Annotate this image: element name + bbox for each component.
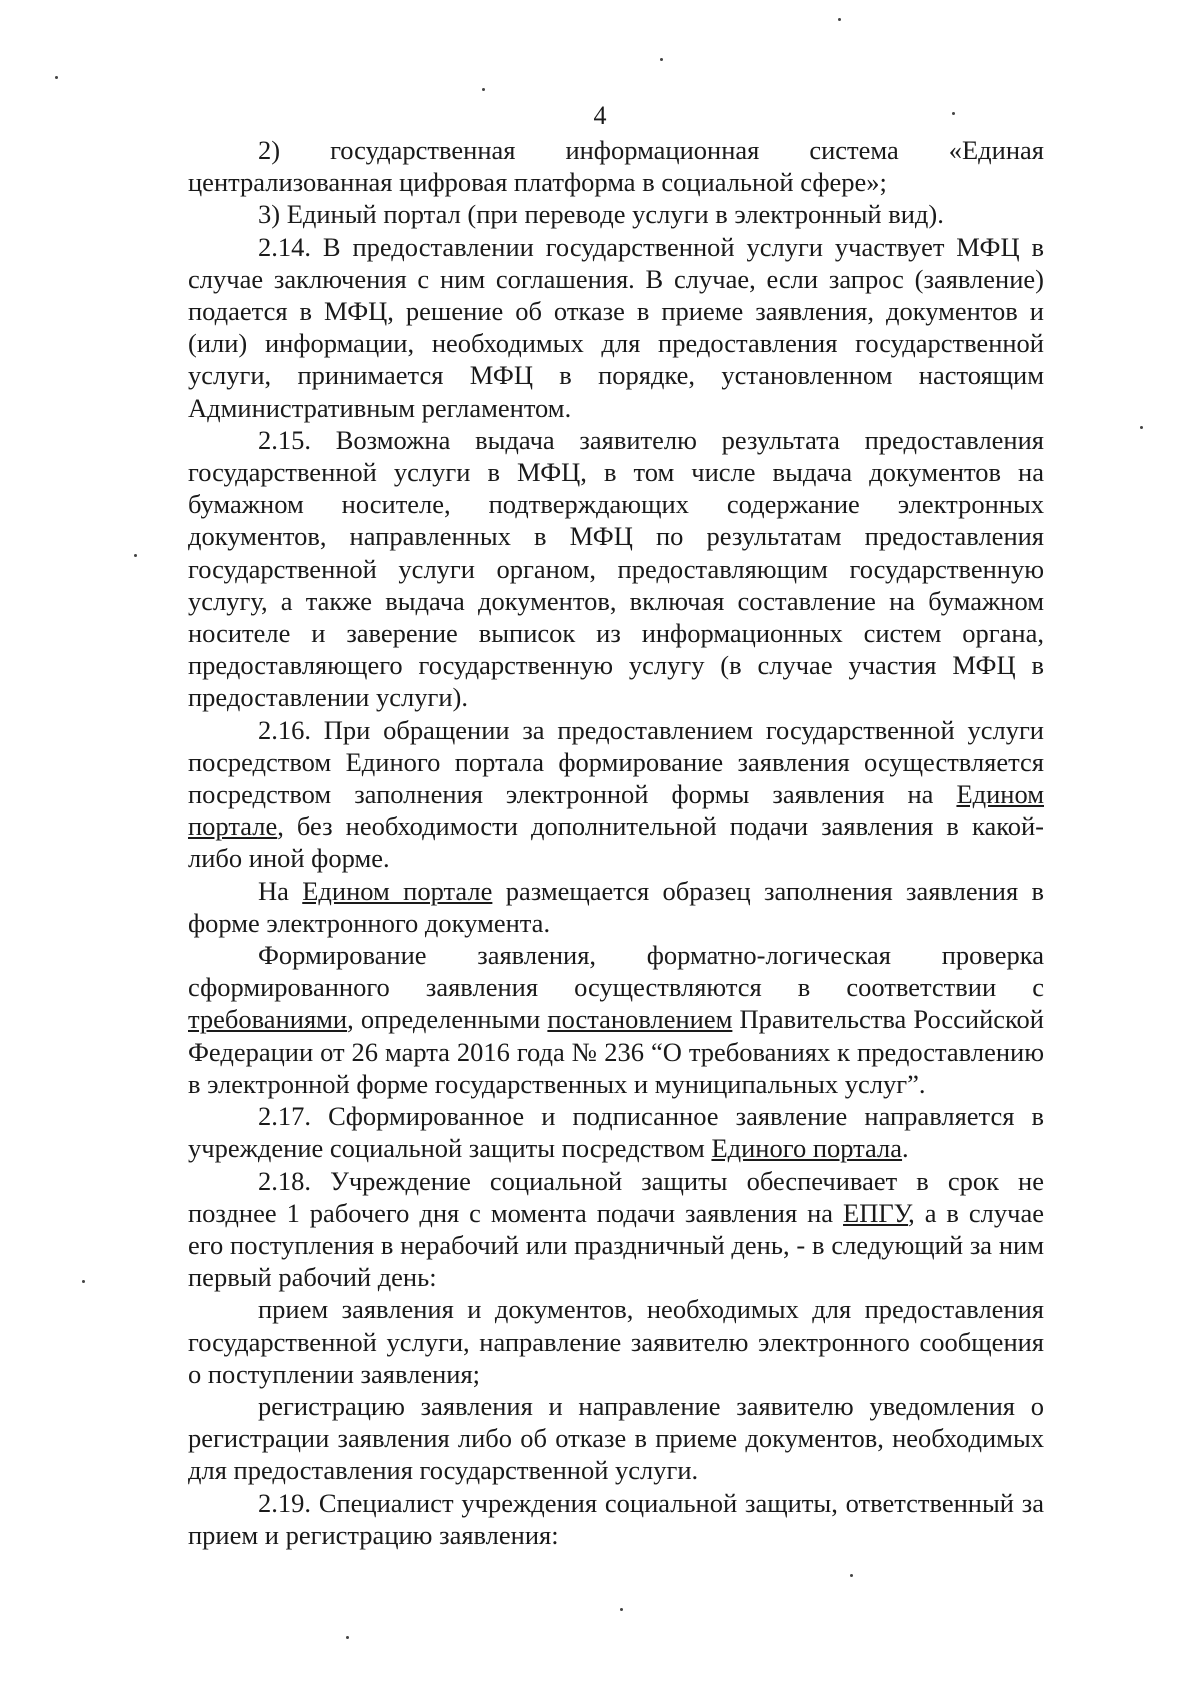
item-3: 3) Единый портал (при переводе услуги в электронный вид).	[258, 199, 944, 230]
paragraph-2-16	[188, 714, 1044, 875]
paragraph-2-16-formation-text-2: , определенными	[347, 1004, 548, 1035]
scan-speck	[55, 76, 58, 79]
paragraph-2-18-item-b: регистрацию заявления и направление заявителю уведомления о регистрации заявления либо об отказе в приеме документов, необходимых для предоставления государственной услуги.	[188, 1390, 1044, 1486]
page-number: 4	[593, 101, 607, 130]
unified-portal-link[interactable]: Едином портале	[188, 779, 1044, 842]
scan-speck	[850, 1574, 853, 1577]
item-2-number: 2)	[258, 135, 281, 165]
item-2-word-3: система	[809, 135, 899, 165]
item-2-word-2: информационная	[565, 135, 760, 165]
resolution-link[interactable]: постановлением	[547, 1004, 733, 1035]
paragraph-2-16-formation	[188, 939, 1044, 1100]
item-2-continuation: централизованная цифровая платформа в социальной сфере»;	[188, 167, 887, 198]
paragraph-2-17-text-1: 2.17. Сформированное и подписанное заявление направляется в учреждение социальной защиты посредством	[188, 1101, 1044, 1164]
paragraph-2-16-formation-text-1: Формирование заявления, форматно-логическая проверка сформированного заявления осуществляются в соответствии с	[188, 940, 1044, 1003]
scan-speck	[134, 554, 137, 557]
paragraph-2-16-formation-text-3: Правительства Российской Федерации от 26 марта 2016 года № 236 “О требованиях к предоставлению в электронной форме государственных и муниципальных услуг”.	[188, 1004, 1044, 1099]
scan-speck	[82, 1280, 85, 1283]
epgu-link[interactable]: ЕПГУ	[843, 1197, 909, 1228]
scan-speck	[1140, 426, 1143, 429]
paragraph-2-16-sample-text-1: На	[258, 875, 303, 906]
scan-speck	[620, 1608, 623, 1611]
scan-speck	[346, 1636, 349, 1639]
item-2-line	[188, 134, 1044, 166]
paragraph-2-18	[188, 1165, 1044, 1294]
paragraph-2-16-text-2: , без необходимости дополнительной подачи заявления в какой-либо иной форме.	[188, 811, 1044, 874]
paragraph-2-15: 2.15. Возможна выдача заявителю результата предоставления государственной услуги в МФЦ, в том числе выдача документов на бумажном носителе, подтверждающих содержание электронных документов, направленных в МФЦ по результатам предоставления государственной услуги органом, предоставляющим государственную услугу, а также выдача документов, включая составление на бумажном носителе и заверение выписок из информационных систем органа, предоставляющего государственную услугу (в случае участия МФЦ в предоставлении услуги).	[188, 424, 1044, 713]
paragraph-2-18-item-a: прием заявления и документов, необходимых для предоставления государственной услуги, направление заявителю электронного сообщения о поступлении заявления;	[188, 1294, 1044, 1389]
paragraph-2-14: 2.14. В предоставлении государственной услуги участвует МФЦ в случае заключения с ним соглашения. В случае, если запрос (заявление) подается в МФЦ, решение об отказе в приеме заявления, документов и (или) информации, необходимых для предоставления государственной услуги, принимается МФЦ в порядке, установленном настоящим Административным регламентом.	[188, 231, 1044, 423]
scan-speck	[838, 18, 841, 21]
paragraph-2-17	[188, 1100, 1044, 1164]
paragraph-2-17-text-2: .	[902, 1133, 909, 1164]
scan-speck	[952, 112, 955, 115]
unified-portal-link[interactable]: Едином портале	[302, 875, 493, 906]
paragraph-2-16-sample-text-2: размещается образец заполнения заявления в форме электронного документа.	[188, 875, 1044, 938]
document-body	[188, 134, 1044, 1551]
item-2-word-1: государственная	[330, 135, 516, 165]
paragraph-2-18-text-2: , а в случае его поступления в нерабочий или праздничный день, - в следующий за ним первый рабочий день:	[188, 1197, 1044, 1293]
paragraph-2-19: 2.19. Специалист учреждения социальной защиты, ответственный за прием и регистрацию заявления:	[188, 1487, 1044, 1550]
paragraph-2-16-sample	[188, 875, 1044, 939]
unified-portal-link[interactable]: Единого портала	[711, 1133, 903, 1164]
paragraph-2-18-text-1: 2.18. Учреждение социальной защиты обеспечивает в срок не позднее 1 рабочего дня с момента подачи заявления на	[188, 1165, 1044, 1228]
paragraph-2-16-text-1: 2.16. При обращении за предоставлением государственной услуги посредством Единого портала формирование заявления осуществляется посредством заполнения электронной формы заявления на	[188, 714, 1044, 810]
requirements-link[interactable]: требованиями	[188, 1004, 348, 1035]
scan-speck	[660, 58, 663, 61]
item-2-word-4: «Единая	[948, 135, 1044, 165]
scan-speck	[482, 88, 485, 91]
